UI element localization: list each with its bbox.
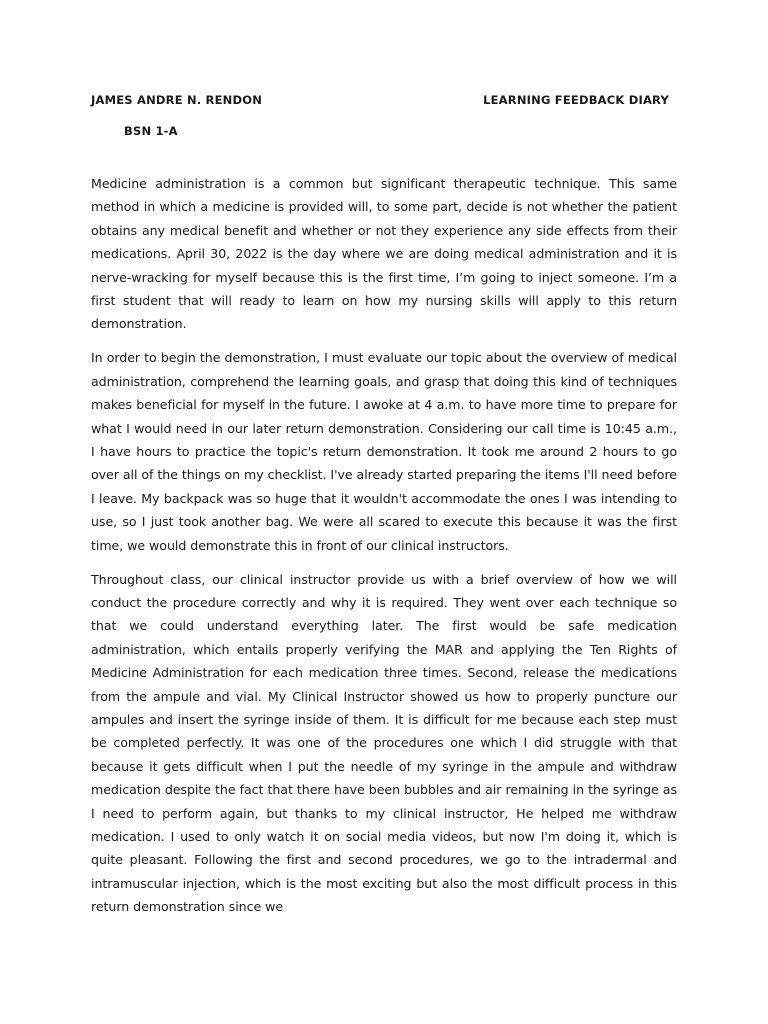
paragraph: Medicine administration is a common but significant therapeutic technique. This same method in which a medicine is provided will, to some part, decide is not whether the patient obtains any medical benefit and whether or not they experience any side effects from their medications. April 30, 2022 is the day where we are doing medical administration and it is nerve-wracking for myself because this is the first time, I’m going to inject someone. I’m a first student that will ready to learn on how my nursing skills will apply to this return demonstration. bbox=[91, 176, 677, 332]
paragraph: In order to begin the demonstration, I must evaluate our topic about the overview of medical administration, comprehend the learning goals, and grasp that doing this kind of techniques makes beneficial for myself in the future. I awoke at 4 a.m. to have more time to prepare for what I would need in our later return demonstration. Considering our call time is 10:45 a.m., I have hours to practice the topic's return demonstration. It took me around 2 hours to go over all of the things on my checklist. I've already started preparing the items I'll need before I leave. My backpack was so huge that it wouldn't accommodate the ones I was intending to use, so I just took another bag. We were all scared to execute this because it was the first time, we would demonstrate this in front of our clinical instructors. bbox=[91, 350, 677, 553]
section-label: BSN 1-A bbox=[124, 124, 178, 138]
document-body bbox=[91, 172, 677, 929]
document-header bbox=[91, 93, 673, 111]
paragraph: Throughout class, our clinical instructor provide us with a brief overview of how we will conduct the procedure correctly and why it is required. They went over each technique so that we could understand everything later. The first would be safe medication administration, which entails properly verifying the MAR and applying the Ten Rights of Medicine Administration for each medication three times. Second, release the medications from the ampule and vial. My Clinical Instructor showed us how to properly puncture our ampules and insert the syringe inside of them. It is difficult for me because each step must be completed perfectly. It was one of the procedures one which I did struggle with that because it gets difficult when I put the needle of my syringe in the ampule and withdraw medication despite the fact that there have been bubbles and air remaining in the syringe as I need to perform again, but thanks to my clinical instructor, He helped me withdraw medication. I used to only watch it on social media videos, but now I'm doing it, which is quite pleasant. Following the first and second procedures, we go to the intradermal and intramuscular injection, which is the most exciting but also the most difficult process in this return demonstration since we bbox=[91, 571, 677, 915]
document-title: LEARNING FEEDBACK DIARY bbox=[483, 93, 669, 107]
author-name: JAMES ANDRE N. RENDON bbox=[91, 93, 263, 107]
